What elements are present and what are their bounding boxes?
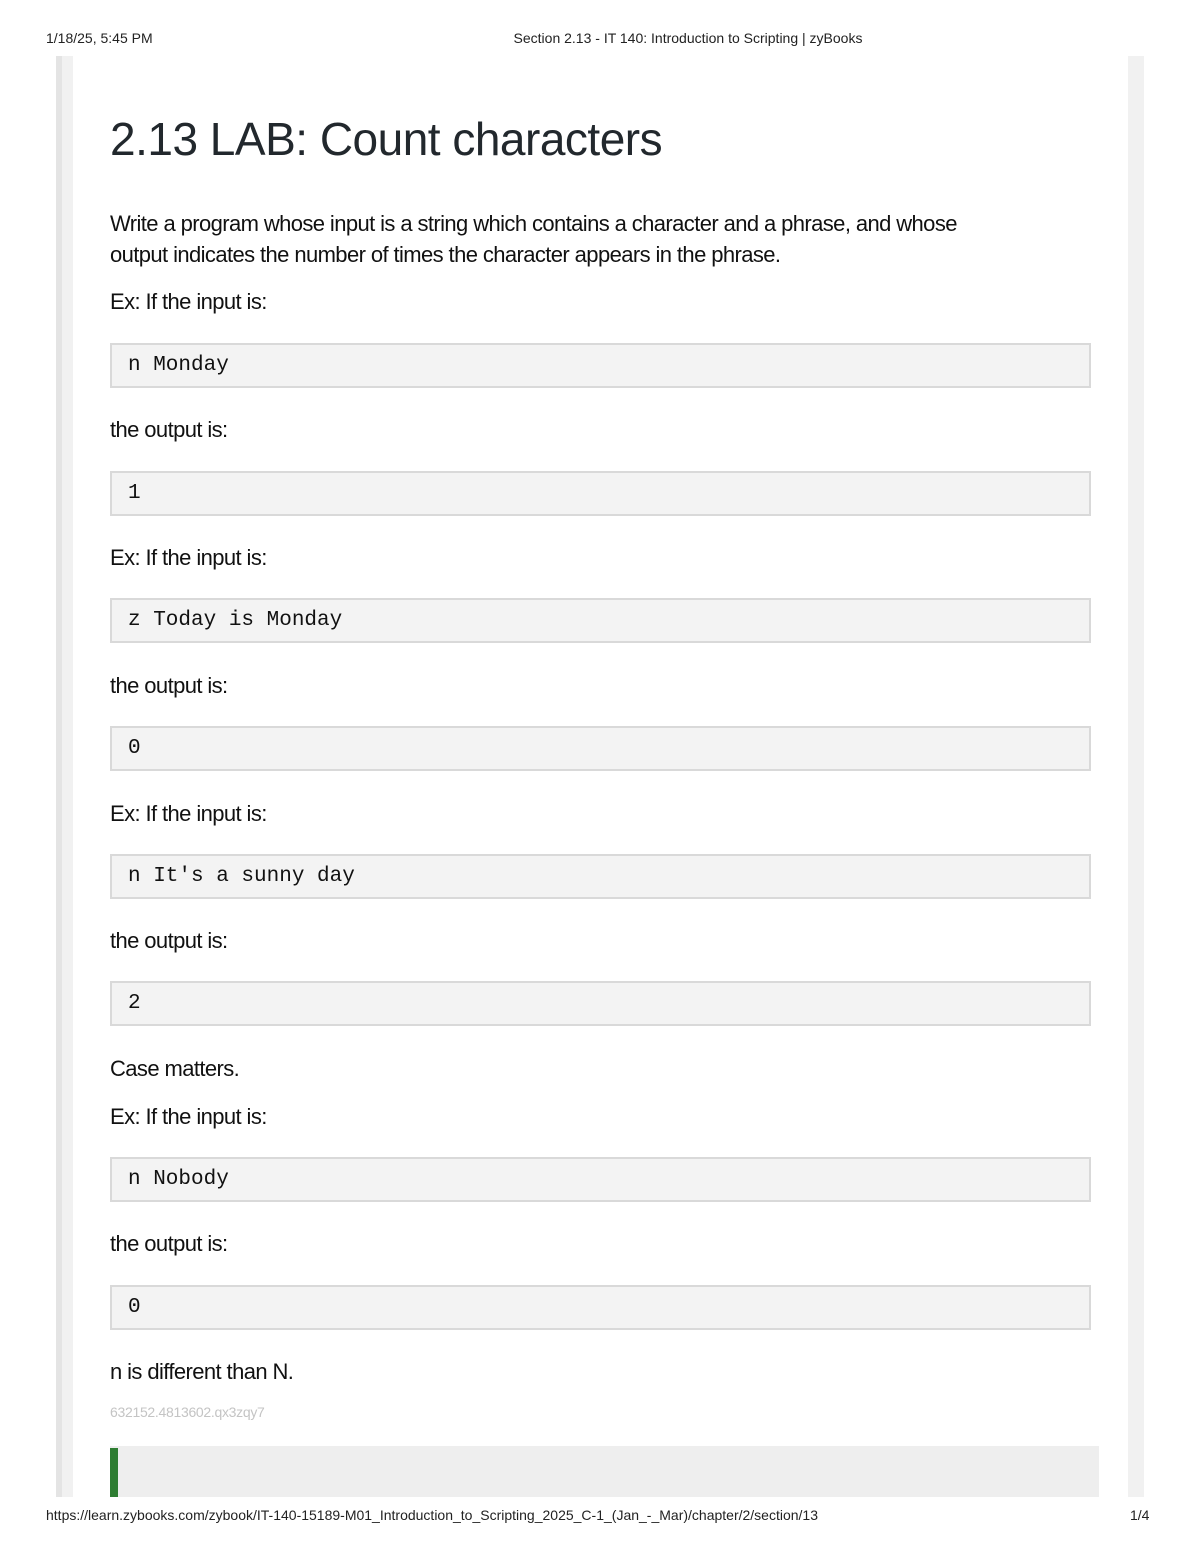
example-4-output-code: 0 (110, 1285, 1091, 1330)
example-1-output-label: the output is: (110, 417, 228, 442)
example-2-output-label: the output is: (110, 673, 228, 698)
print-page-number: 1/4 (1130, 1507, 1150, 1523)
activity-accent-bar (110, 1448, 118, 1497)
example-2-input-label: Ex: If the input is: (110, 545, 267, 570)
example-3-output-code: 2 (110, 981, 1091, 1026)
example-4-output-label: the output is: (110, 1231, 228, 1256)
print-datetime: 1/18/25, 5:45 PM (46, 30, 153, 46)
print-page-title: Section 2.13 - IT 140: Introduction to Scripting | zyBooks (513, 30, 863, 46)
print-url: https://learn.zybooks.com/zybook/IT-140-15189-M01_Introduction_to_Scripting_2025_C-1_(Jan_-_Mar)/chapter/2/section/13 (46, 1507, 818, 1523)
content-card (73, 56, 1128, 1497)
example-3-output-label: the output is: (110, 928, 228, 953)
lab-description-line-1: Write a program whose input is a string which contains a character and a phrase, and whose (110, 211, 957, 236)
example-4-input-label: Ex: If the input is: (110, 1104, 267, 1129)
example-1-output-code: 1 (110, 471, 1091, 516)
print-header (0, 30, 1200, 48)
lab-id-code: 632152.4813602.qx3zqy7 (110, 1404, 265, 1420)
example-1-input-code: n Monday (110, 343, 1091, 388)
example-2-input-code: z Today is Monday (110, 598, 1091, 643)
lab-description-line-2: output indicates the number of times the character appears in the phrase. (110, 242, 781, 267)
example-4-input-code: n Nobody (110, 1157, 1091, 1202)
closing-note: n is different than N. (110, 1359, 294, 1384)
example-3-input-label: Ex: If the input is: (110, 801, 267, 826)
example-3-input-code: n It's a sunny day (110, 854, 1091, 899)
frame-left-border (56, 56, 62, 1497)
print-footer (0, 1507, 1200, 1525)
example-2-output-code: 0 (110, 726, 1091, 771)
example-1-input-label: Ex: If the input is: (110, 289, 267, 314)
lab-activity-panel (110, 1446, 1099, 1497)
case-note: Case matters. (110, 1056, 240, 1081)
lab-title: 2.13 LAB: Count characters (110, 113, 663, 165)
